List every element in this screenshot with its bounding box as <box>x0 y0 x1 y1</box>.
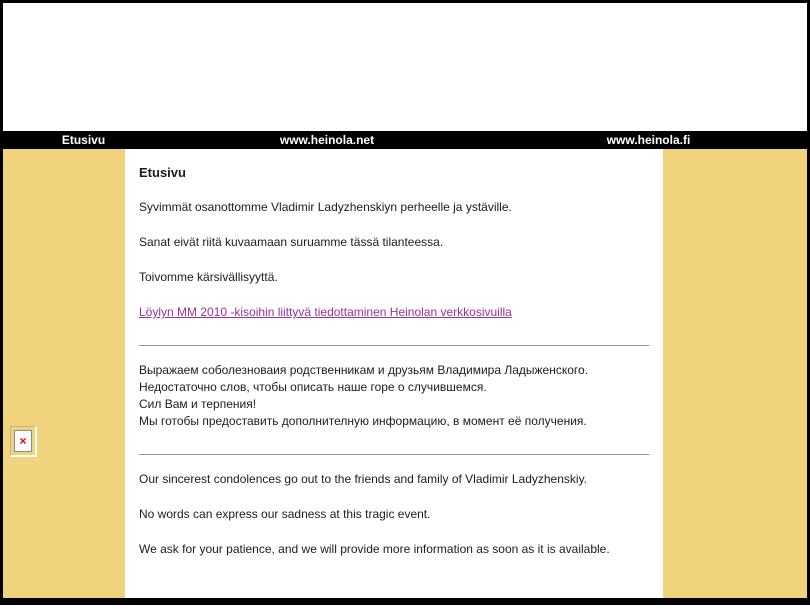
nav-cell-center <box>164 133 490 147</box>
paragraph-ru-4: Мы готобы предоставить дополнителную информацию, в момент её получения. <box>139 414 587 428</box>
paragraph-fi-2: Sanat eivät riitä kuvaamaan suruamme tässä tilanteessa. <box>139 235 444 249</box>
paragraph-fi-1: Syvimmät osanottomme Vladimir Ladyzhenskiyn perheelle ja ystäville. <box>139 200 512 214</box>
paragraph-ru-2: Недостаточно слов, чтобы описать наше горе о случившемся. <box>139 380 487 394</box>
body-area <box>3 149 807 598</box>
navbar <box>3 131 807 149</box>
nav-link-heinola-net[interactable]: www.heinola.net <box>279 133 375 147</box>
nav-cell-right <box>490 133 807 147</box>
paragraph-ru-3: Сил Вам и терпения! <box>139 397 257 411</box>
broken-image-box <box>14 430 32 452</box>
paragraph-en-3: We ask for your patience, and we will provide more information as soon as it is available. <box>139 542 610 556</box>
broken-image-icon: × <box>19 434 27 448</box>
paragraph-fi-3: Toivomme kärsivällisyyttä. <box>139 270 278 284</box>
news-link[interactable]: Löylyn MM 2010 -kisoihin liittyvä tiedottaminen Heinolan verkkosivuilla <box>139 305 512 319</box>
russian-text-block <box>139 362 649 430</box>
right-sidebar <box>663 149 807 598</box>
nav-link-heinola-fi[interactable]: www.heinola.fi <box>606 133 691 147</box>
divider-2 <box>139 454 649 455</box>
nav-cell-left <box>3 133 164 147</box>
nav-link-etusivu[interactable]: Etusivu <box>61 133 106 147</box>
main-content <box>125 149 663 598</box>
link-paragraph <box>139 304 649 321</box>
page-title: Etusivu <box>139 165 186 180</box>
paragraph-ru-1: Выражаем соболезноваия родственникам и друзьям Владимира Ладыженского. <box>139 363 589 377</box>
paragraph-en-2: No words can express our sadness at this tragic event. <box>139 507 431 521</box>
header-blank-area <box>3 3 807 131</box>
paragraph-en-1: Our sincerest condolences go out to the friends and family of Vladimir Ladyzhenskiy. <box>139 472 588 486</box>
left-sidebar <box>3 149 125 598</box>
broken-image-placeholder <box>10 426 37 457</box>
divider-1 <box>139 345 649 346</box>
